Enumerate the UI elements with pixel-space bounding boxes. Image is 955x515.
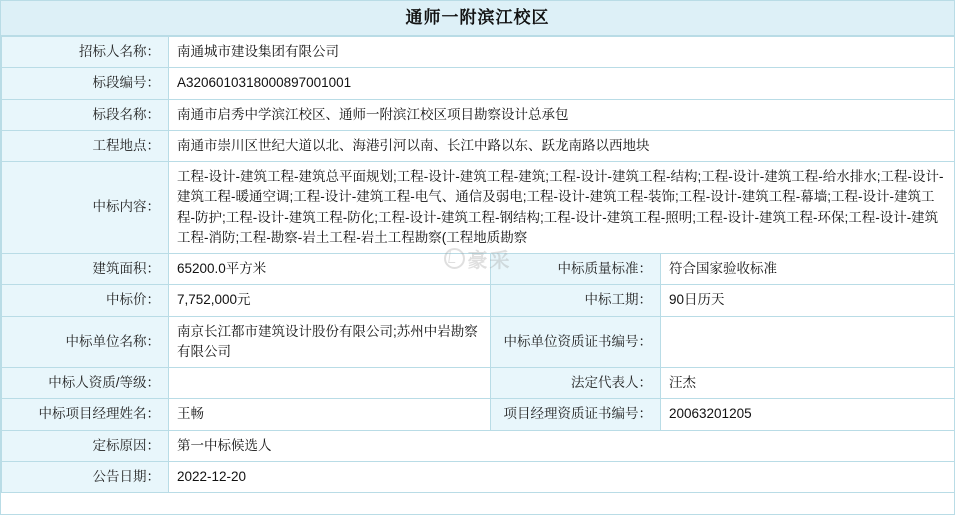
date-value: 2022-12-20: [169, 461, 955, 492]
table-row: [2, 130, 955, 161]
table-row: [2, 316, 955, 368]
table-row: [2, 68, 955, 99]
section-name-label: 标段名称：: [2, 99, 169, 130]
table-row: [2, 285, 955, 316]
location-label: 工程地点：: [2, 130, 169, 161]
table-row: [2, 461, 955, 492]
winner-value: 南京长江都市建筑设计股份有限公司;苏州中岩勘察有限公司: [169, 316, 491, 368]
table-row: [2, 37, 955, 68]
table-row: [2, 99, 955, 130]
reason-label: 定标原因：: [2, 430, 169, 461]
section-name-value: 南通市启秀中学滨江校区、通师一附滨江校区项目勘察设计总承包: [169, 99, 955, 130]
table-row: [2, 368, 955, 399]
watermark-text: 豪采: [467, 250, 512, 272]
legal-rep-label: 法定代表人：: [491, 368, 661, 399]
winner-label: 中标单位名称：: [2, 316, 169, 368]
pm-name-label: 中标项目经理姓名：: [2, 399, 169, 430]
table-row: [2, 254, 955, 285]
content-value: 工程-设计-建筑工程-建筑总平面规划;工程-设计-建筑工程-建筑;工程-设计-建筑工程-结构;工程-设计-建筑工程-给水排水;工程-设计-建筑工程-暖通空调;工程-设计-建筑工程-电气、通信及弱电;工程-设计-建筑工程-装饰;工程-设计-建筑工程-幕墙;工程-设计-建筑工程-防护;工程-设计-建筑工程-防化;工程-设计-建筑工程-钢结构;工程-设计-建筑工程-照明;工程-设计-建筑工程-环保;工程-设计-建筑工程-消防;工程-勘察-岩土工程-岩土工程勘察(工程地质勘察: [169, 162, 955, 254]
qualification-value: [169, 368, 491, 399]
duration-label: 中标工期：: [491, 285, 661, 316]
table-row: [2, 399, 955, 430]
legal-rep-value: 汪杰: [661, 368, 955, 399]
price-label: 中标价：: [2, 285, 169, 316]
area-value: 65200.0平方米: [169, 254, 491, 285]
qualification-label: 中标人资质/等级：: [2, 368, 169, 399]
section-no-label: 标段编号：: [2, 68, 169, 99]
pm-cert-label: 项目经理资质证书编号：: [491, 399, 661, 430]
pm-cert-value: 20063201205: [661, 399, 955, 430]
tenderer-label: 招标人名称：: [2, 37, 169, 68]
page-title: 通师一附滨江校区: [1, 1, 954, 36]
reason-value: 第一中标候选人: [169, 430, 955, 461]
content-label: 中标内容：: [2, 162, 169, 254]
quality-value: 符合国家验收标准: [661, 254, 955, 285]
date-label: 公告日期：: [2, 461, 169, 492]
location-value: 南通市崇川区世纪大道以北、海港引河以南、长江中路以东、跃龙南路以西地块: [169, 130, 955, 161]
quality-label: 中标质量标准：: [491, 254, 661, 285]
pm-name-value: 王畅: [169, 399, 491, 430]
winner-cert-value: [661, 316, 955, 368]
section-no-value: A3206010318000897001001: [169, 68, 955, 99]
tenderer-value: 南通城市建设集团有限公司: [169, 37, 955, 68]
table-row: [2, 162, 955, 254]
area-label: 建筑面积：: [2, 254, 169, 285]
price-value: 7,752,000元: [169, 285, 491, 316]
winner-cert-label: 中标单位资质证书编号：: [491, 316, 661, 368]
table-row: [2, 430, 955, 461]
duration-value: 90日历天: [661, 285, 955, 316]
bid-info-table: [1, 36, 955, 493]
